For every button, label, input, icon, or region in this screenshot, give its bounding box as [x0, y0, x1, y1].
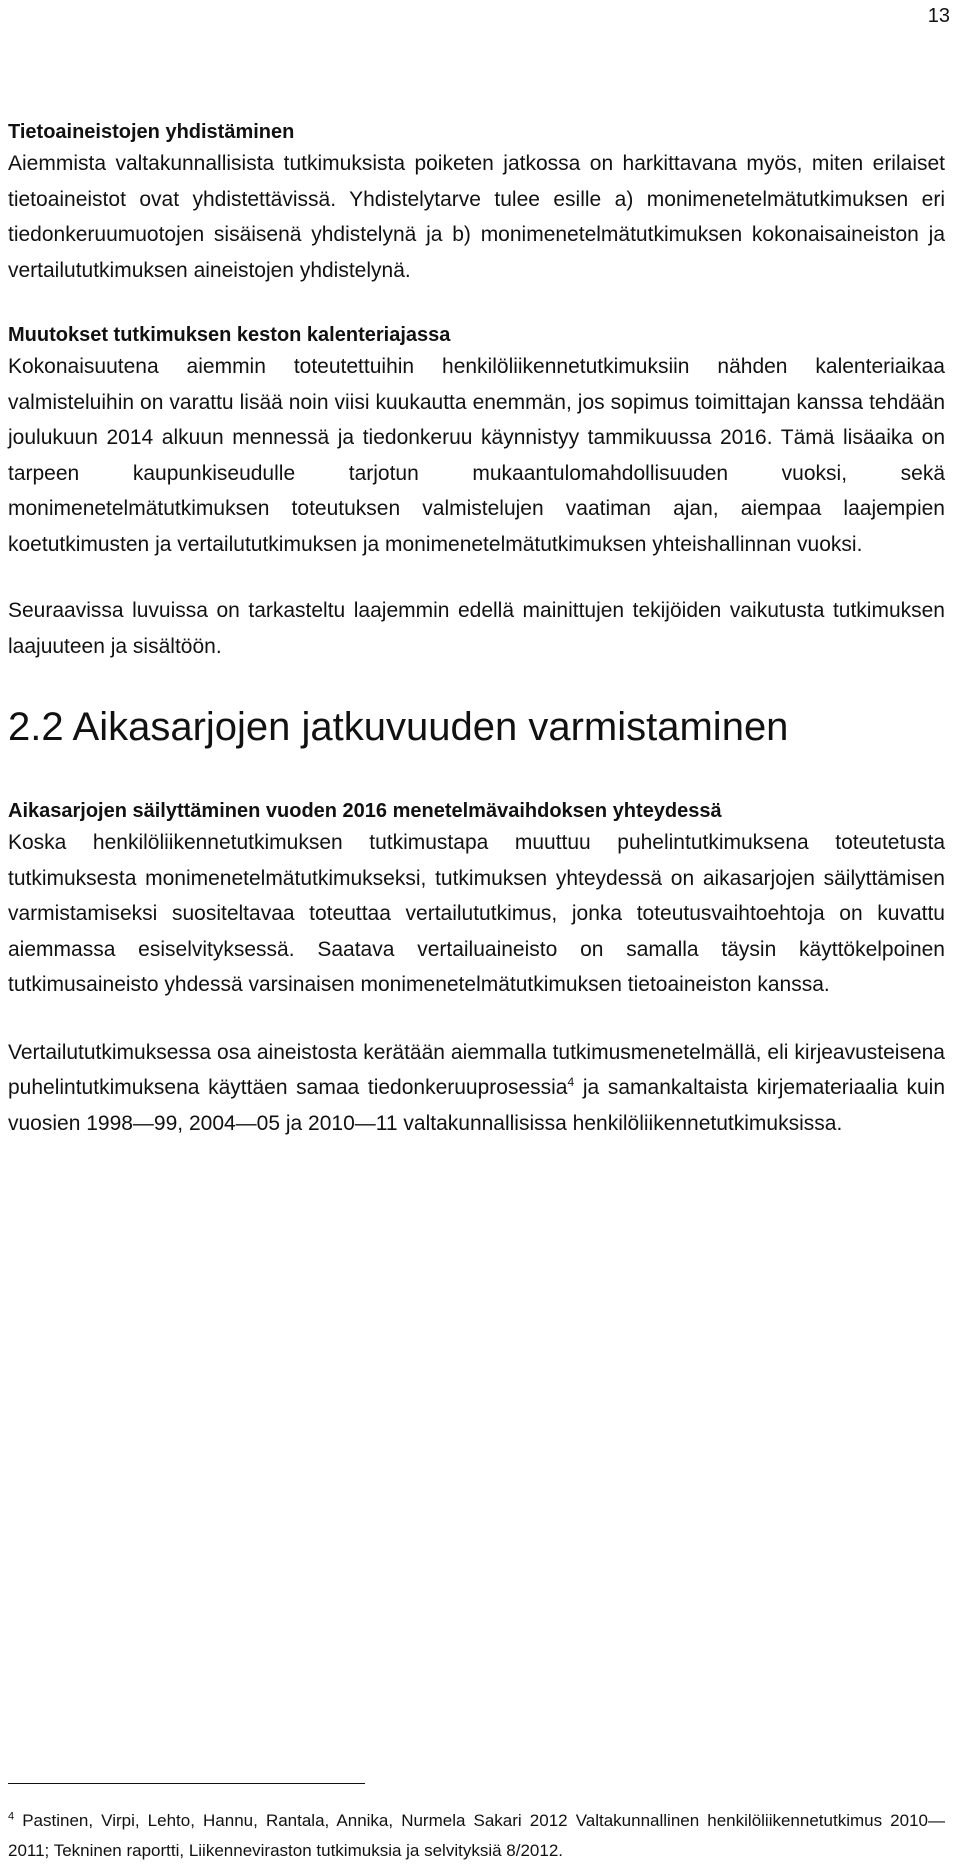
chapter-heading: 2.2 Aikasarjojen jatkuvuuden varmistaminen	[8, 705, 789, 749]
paragraph-time-series: Koska henkilöliikennetutkimuksen tutkimustapa muuttuu puhelintutkimuksena toteutetusta tutkimuksesta monimenetelmätutkimukseksi, tutkimuksen yhteydessä on aikasarjojen säilyttämisen varmistamiseksi suositeltavaa toteuttaa vertailututkimus, jonka toteutusvaihtoehtoja on kuvattu aiemmassa esiselvityksessä. Saatava vertailuaineisto on samalla täysin käyttökelpoinen tutkimusaineisto yhdessä varsinaisen monimenetelmätutkimuksen tietoaineiston kanssa.	[8, 831, 945, 996]
comparison-text-end: ja samankaltaista kirjemateriaalia kuin vuosien 1998—99, 2004—05 ja 2010—11 valtakunnallisissa henkilöliikennetutkimuksissa.	[8, 1076, 946, 1135]
section-title-schedule-changes: Muutokset tutkimuksen keston kalenteriajassa	[8, 324, 451, 346]
section-following-chapters	[8, 593, 945, 664]
section-title-data-combination: Tietoaineistojen yhdistäminen	[8, 121, 295, 143]
section-title-time-series: Aikasarjojen säilyttäminen vuoden 2016 menetelmävaihdoksen yhteydessä	[8, 800, 722, 822]
footnote-number: 4	[8, 1810, 15, 1823]
paragraph-data-combination: Aiemmista valtakunnallisista tutkimuksista poiketen jatkossa on harkittavana myös, miten erilaiset tietoaineistot ovat yhdistettävissä. Yhdistelytarve tulee esille a) monimenetelmätutkimuksen eri tiedonkeruumuotojen sisäisenä yhdistelynä ja b) monimenetelmätutkimuksen kokonaisaineiston ja vertailututkimuksen aineistojen yhdistelynä.	[8, 152, 945, 282]
footnote-reference[interactable]: 4	[567, 1075, 575, 1089]
footnote-divider	[8, 1783, 365, 1784]
document-body	[8, 118, 945, 1141]
footnote	[8, 1806, 945, 1866]
paragraph-following-chapters: Seuraavissa luvuissa on tarkasteltu laajemmin edellä mainittujen tekijöiden vaikutusta tutkimuksen laajuuteen ja sisältöön.	[8, 599, 945, 658]
section-schedule-changes	[8, 321, 945, 562]
paragraph-comparison	[8, 1035, 945, 1142]
section-time-series	[8, 797, 945, 1003]
section-comparison	[8, 1035, 945, 1142]
comparison-text-start: Vertailututkimuksessa osa aineistosta kerätään aiemmalla tutkimusmenetelmällä, eli kirjeavusteisena puhelintutkimuksena käyttäen samaa tiedonkeruuprosessia	[8, 1040, 945, 1099]
paragraph-schedule-changes: Kokonaisuutena aiemmin toteutettuihin henkilöliikennetutkimuksiin nähden kalenteriaikaa valmisteluihin on varattu lisää noin viisi kuukautta enemmän, jos sopimus toimittajan kanssa tehdään joulukuun 2014 alkuun mennessä ja tiedonkeruu käynnistyy tammikuussa 2016. Tämä lisäaika on tarpeen kaupunkiseudulle tarjotun mukaantulomahdollisuuden vuoksi, sekä monimenetelmätutkimuksen toteutuksen valmistelujen vaatiman ajan, aiempaa laajempien koetutkimusten ja vertailututkimuksen ja monimenetelmätutkimuksen yhteishallinnan vuoksi.	[8, 355, 945, 556]
page-number: 13	[927, 5, 950, 27]
footnote-text: Pastinen, Virpi, Lehto, Hannu, Rantala, Annika, Nurmela Sakari 2012 Valtakunnallinen henkilöliikennetutkimus 2010—2011; Tekninen raportti, Liikenneviraston tutkimuksia ja selvityksiä 8/2012.	[8, 1811, 945, 1860]
section-data-combination	[8, 118, 945, 288]
